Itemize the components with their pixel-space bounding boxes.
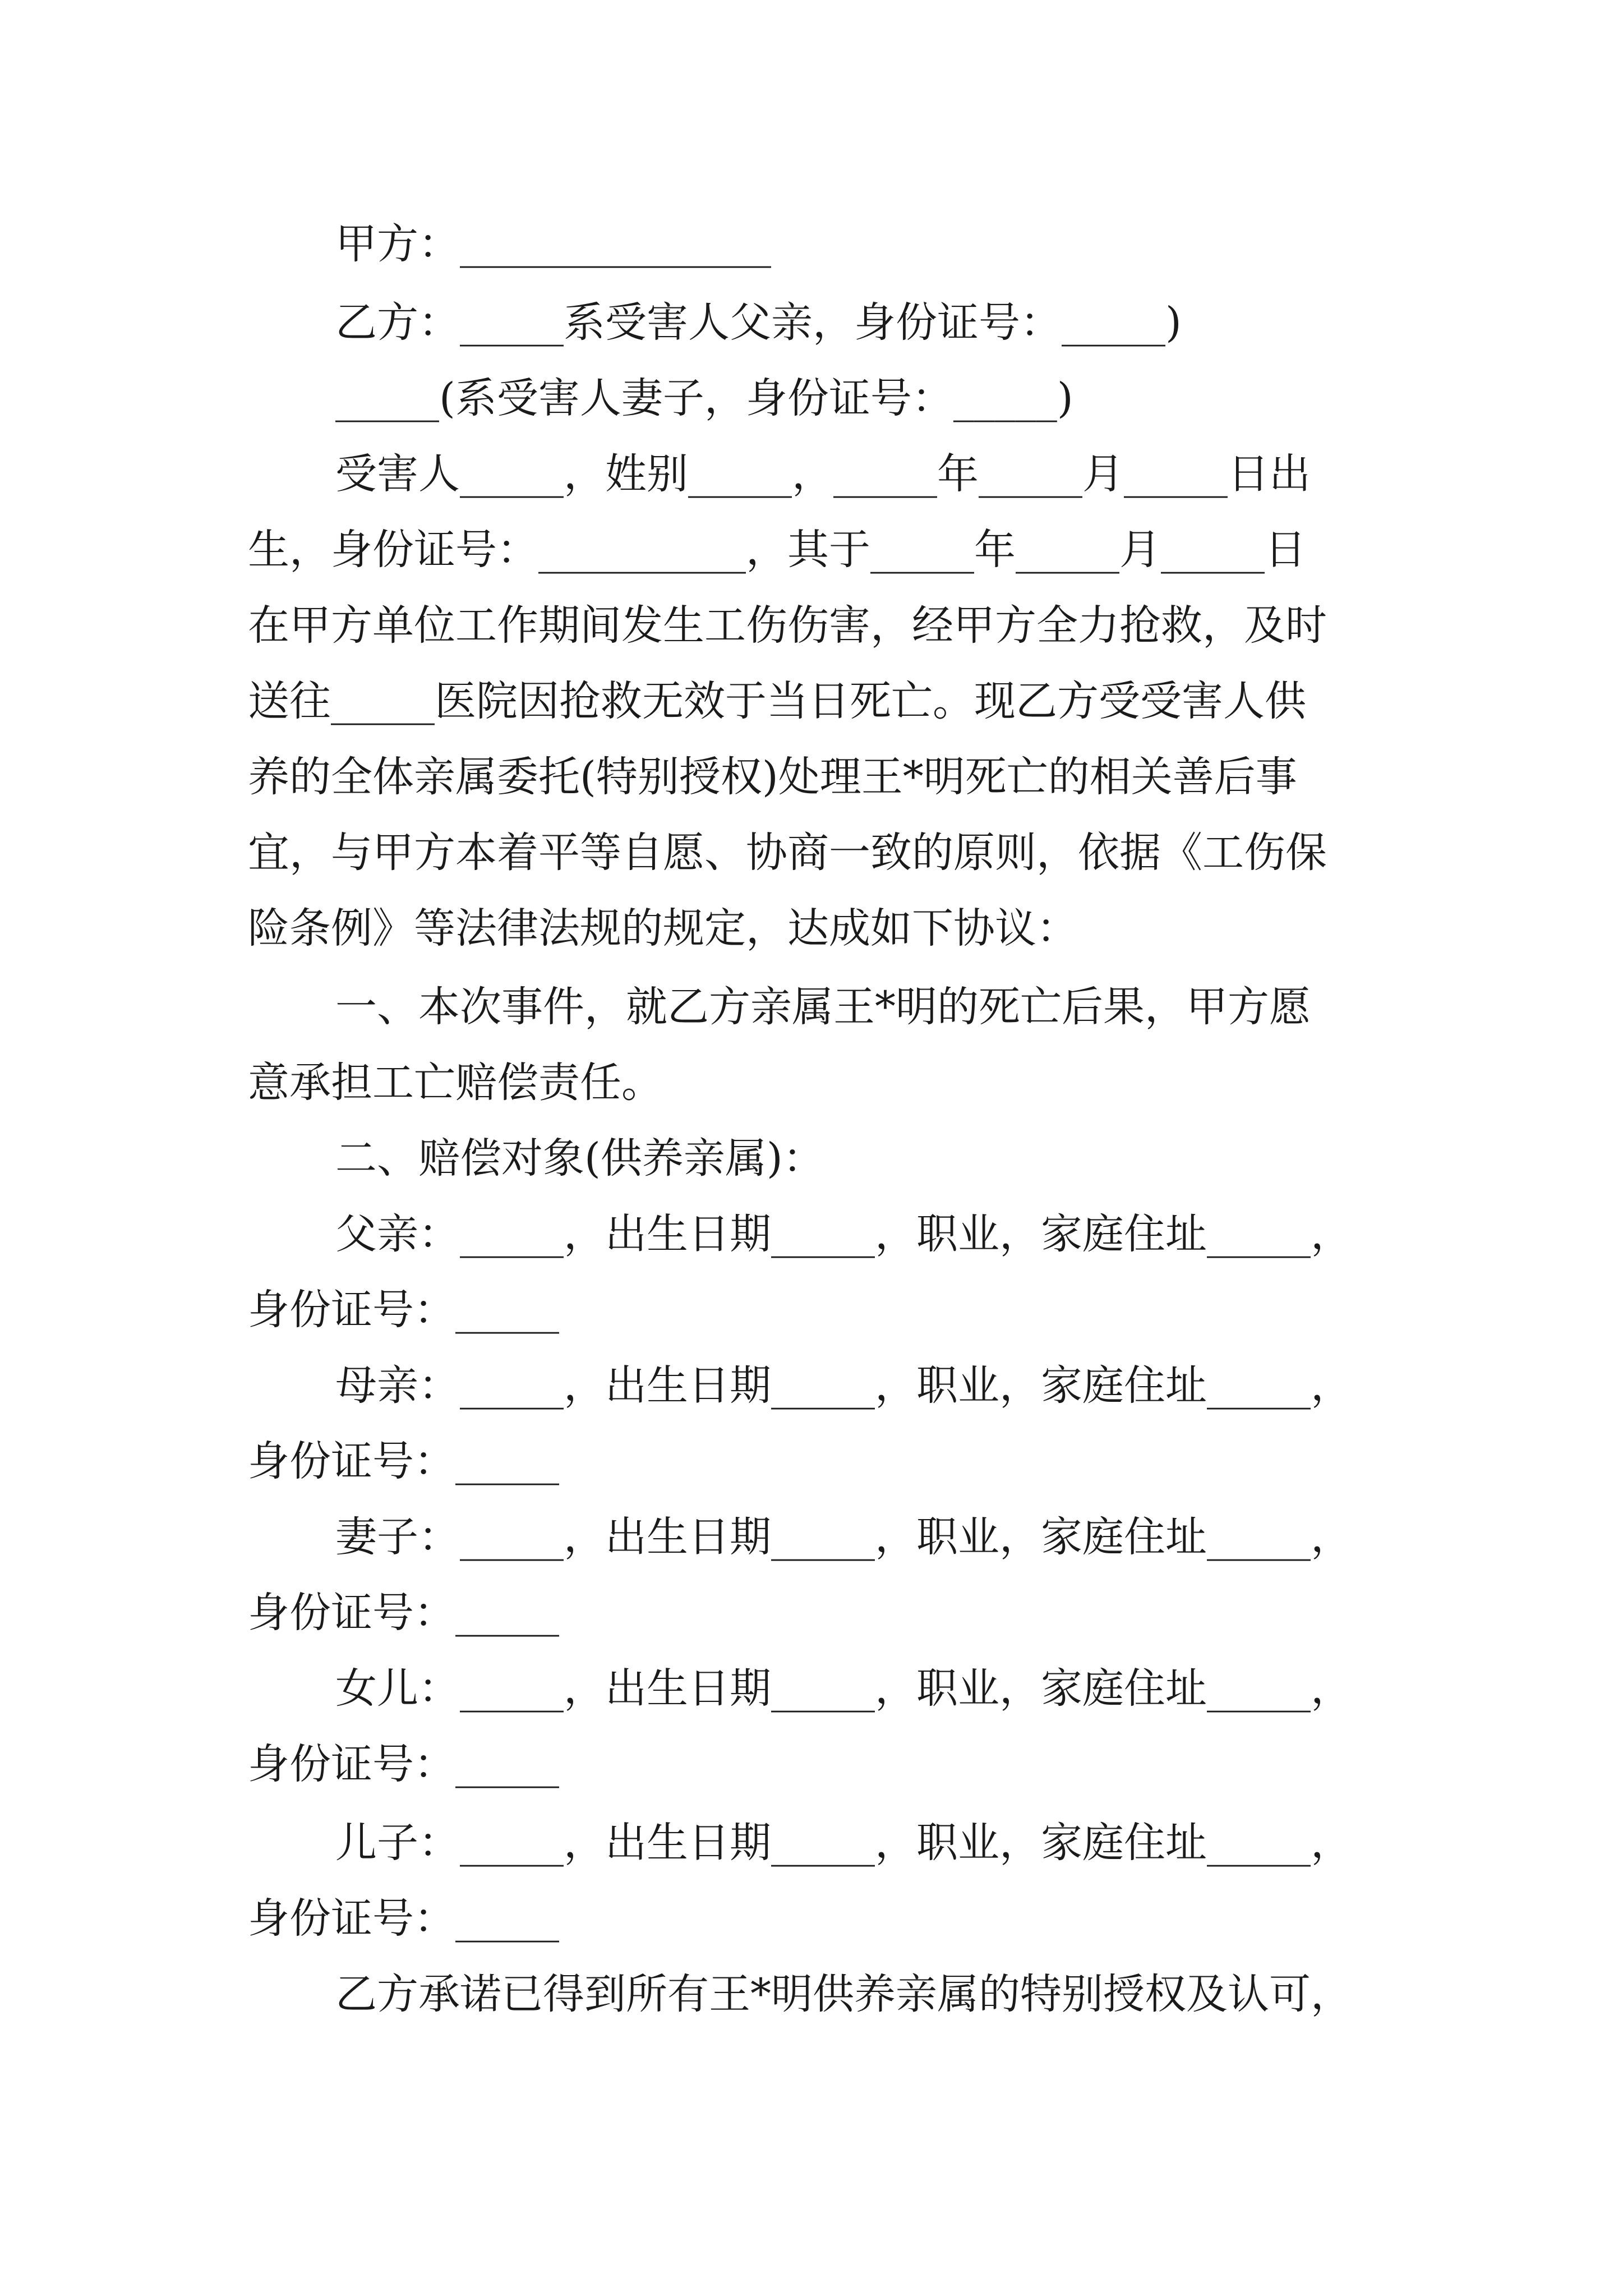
paragraph-line: 险条例》等法律法规的规定，达成如下协议： xyxy=(248,904,1078,953)
clause-two-heading: 二、赔偿对象(供养亲属)： xyxy=(335,1134,824,1182)
paragraph-line: 养的全体亲属委托(特别授权)处理王*明死亡的相关善后事 xyxy=(248,753,1297,801)
relative-wife-line: 妻子：_____，出生日期_____，职业，家庭住址_____， xyxy=(335,1513,1352,1561)
relative-father-line: 父亲：_____，出生日期_____，职业，家庭住址_____， xyxy=(335,1210,1352,1258)
relative-id-line: 身份证号：_____ xyxy=(248,1894,559,1943)
party-b-line: 乙方：_____系受害人父亲，身份证号：_____) xyxy=(335,298,1182,347)
relative-mother-line: 母亲：_____，出生日期_____，职业，家庭住址_____， xyxy=(335,1361,1352,1410)
relative-id-line: 身份证号：_____ xyxy=(248,1740,559,1788)
relative-id-line: 身份证号：_____ xyxy=(248,1437,559,1485)
relative-id-line: 身份证号：_____ xyxy=(248,1286,559,1334)
paragraph-line: 在甲方单位工作期间发生工伤伤害，经甲方全力抢救，及时 xyxy=(248,601,1327,650)
commitment-line: 乙方承诺已得到所有王*明供养亲属的特别授权及认可， xyxy=(335,1970,1352,2018)
party-a-line: 甲方：_______________ xyxy=(335,220,771,268)
party-b-second-line: _____(系受害人妻子，身份证号：_____) xyxy=(335,374,1073,422)
clause-one-line: 意承担工亡赔偿责任。 xyxy=(248,1059,663,1107)
relative-daughter-line: 女儿：_____，出生日期_____，职业，家庭住址_____， xyxy=(335,1664,1352,1713)
relative-id-line: 身份证号：_____ xyxy=(248,1589,559,1637)
paragraph-line: 生，身份证号：__________，其于_____年_____月_____日 xyxy=(248,526,1306,574)
clause-one-line: 一、本次事件，就乙方亲属王*明的死亡后果，甲方愿 xyxy=(335,983,1311,1031)
relative-son-line: 儿子：_____，出生日期_____，职业，家庭住址_____， xyxy=(335,1819,1352,1867)
paragraph-line: 受害人_____，姓别_____，_____年_____月_____日出 xyxy=(335,450,1311,498)
paragraph-line: 宜，与甲方本着平等自愿、协商一致的原则，依据《工伤保 xyxy=(248,829,1327,877)
paragraph-line: 送往_____医院因抢救无效于当日死亡。现乙方受受害人供 xyxy=(248,677,1306,725)
